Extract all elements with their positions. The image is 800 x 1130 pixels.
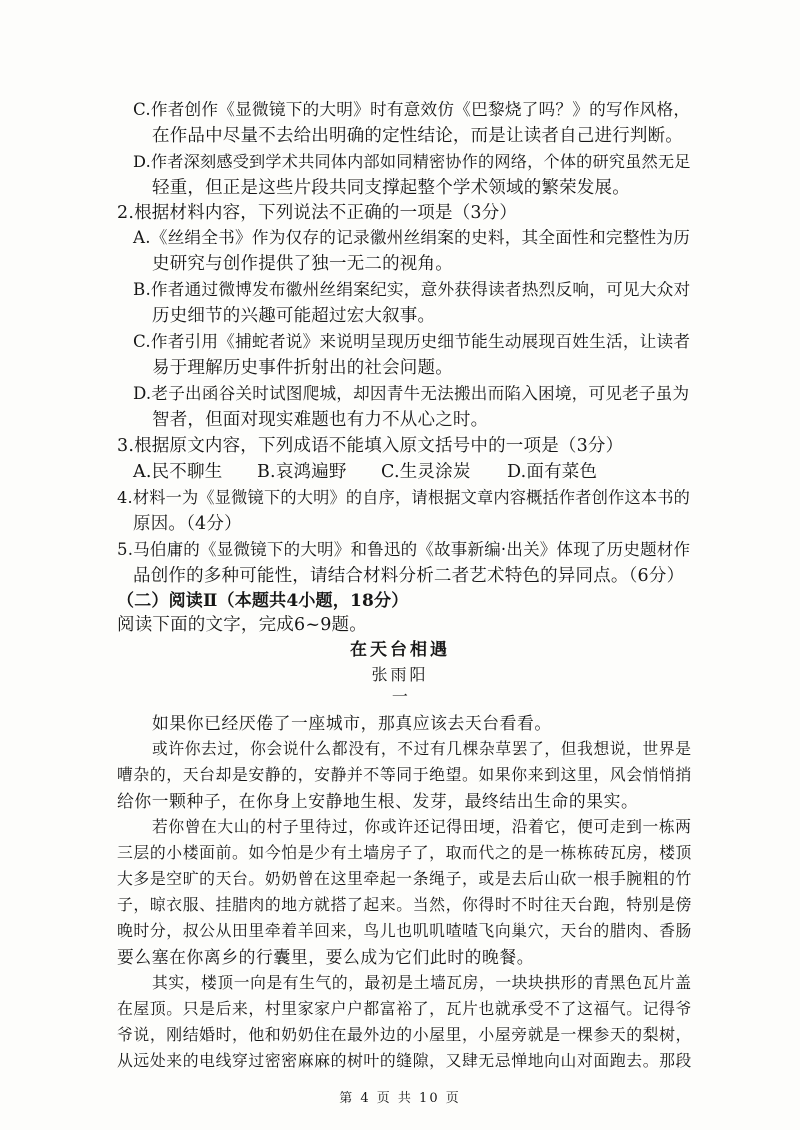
q2-option-d-line2: 智者，但面对现实难题也有力不从心之时。 [152, 410, 489, 430]
section2-heading: （二）阅读Ⅱ（本题共4小题，18分） [117, 591, 409, 611]
q4-line2: 原因。（4分） [133, 514, 242, 534]
story-p2-line2: 嘈杂的，天台却是安静的，安静并不等同于绝望。如果你来到这里，风会悄悄捎 [117, 765, 692, 784]
q2-stem: 2.根据材料内容，下列说法不正确的一项是（3分） [117, 203, 518, 223]
section2-instruction: 阅读下面的文字，完成6~9题。 [117, 615, 367, 635]
story-author: 张雨阳 [371, 665, 429, 684]
story-p3-line2: 三层的小楼面前。如今怕是少有土墙房子了，取而代之的是一栋栋砖瓦房，楼顶 [117, 843, 692, 862]
q3-option-c: C.生灵涂炭 [381, 462, 471, 482]
q2-option-a-line2: 史研究与创作提供了独一无二的视角。 [152, 254, 453, 274]
q2-option-c-line1: C.作者引用《捕蛇者说》来说明呈现历史细节能生动展现百姓生活，让读者 [133, 332, 691, 351]
q4-line1: 4.材料一为《显微镜下的大明》的自序，请根据文章内容概括作者创作这本书的 [117, 488, 691, 507]
q1-option-c-line2: 在作品中尽量不去给出明确的定性结论，而是让读者自己进行判断。 [152, 126, 683, 146]
story-p2-line1: 或许你去过，你会说什么都没有，不过有几棵杂草罢了，但我想说，世界是 [152, 739, 692, 758]
story-p3-line4: 子，晾衣服、挂腊肉的地方就搭了起来。当然，你得时不时往天台跑，特别是傍 [117, 895, 692, 914]
q2-option-b-line1: B.作者通过微博发布徽州丝绢案纪实，意外获得读者热烈反响，可见大众对 [133, 280, 691, 299]
story-title: 在天台相遇 [350, 640, 450, 660]
q2-option-c-line2: 易于理解历史事件折射出的社会问题。 [152, 358, 453, 378]
q3-option-d: D.面有菜色 [507, 462, 598, 482]
story-p4-line2: 在屋顶。只是后来，村里家家户户都富裕了，瓦片也就承受不了这福气。记得爷 [117, 999, 692, 1018]
q3-option-a: A.民不聊生 [133, 462, 223, 482]
q2-option-d-line1: D.老子出函谷关时试图爬城，却因青牛无法搬出而陷入困境，可见老子虽为 [133, 384, 690, 403]
story-p4-line4: 从远处来的电线穿过密密麻麻的树叶的缝隙，又肆无忌惮地向山对面跑去。那段 [117, 1051, 692, 1070]
q1-option-d-line2: 轻重，但正是这些片段共同支撑起整个学术领域的繁荣发展。 [152, 178, 630, 198]
q1-option-c-line1: C.作者创作《显微镜下的大明》时有意效仿《巴黎烧了吗？》的写作风格， [133, 100, 691, 119]
story-p3-line3: 大多是空旷的天台。奶奶曾在这里牵起一条绳子，或是去后山砍一根手腕粗的竹 [117, 869, 692, 888]
q1-option-d-line1: D.作者深刻感受到学术共同体内部如同精密协作的网络，个体的研究虽然无足 [133, 152, 691, 171]
q3-options [133, 459, 597, 485]
story-p2-line3: 给你一颗种子，在你身上安静地生根、发芽，最终结出生命的果实。 [117, 791, 639, 811]
story-p3-line5: 晚时分，叔公从田里牵着羊回来，鸟儿也叽叽喳喳飞向巢穴，天台的腊肉、香肠 [117, 921, 692, 940]
story-p3-line1: 若你曾在大山的村子里待过，你或许还记得田埂，沿着它，便可走到一栋两 [152, 817, 692, 836]
story-section-number: 一 [391, 687, 409, 706]
q5-line2: 品创作的多种可能性，请结合材料分析二者艺术特色的异同点。（6分） [133, 566, 685, 586]
page-footer: 第 4 页 共 10 页 [339, 1091, 461, 1106]
story-p4-line3: 爷说，刚结婚时，他和奶奶住在最外边的小屋里，小屋旁就是一棵参天的梨树， [117, 1025, 692, 1044]
story-paragraph-1: 如果你已经厌倦了一座城市，那真应该去天台看看。 [152, 713, 552, 733]
story-p4-line1: 其实，楼顶一向是有生气的，最初是土墙瓦房，一块块拱形的青黑色瓦片盖 [152, 973, 692, 992]
story-p3-line6: 要么塞在你离乡的行囊里，要么成为它们此时的晚餐。 [117, 947, 535, 967]
q3-option-b: B.哀鸿遍野 [257, 462, 347, 482]
q2-option-a-line1: A.《丝绢全书》作为仅存的记录徽州丝绢案的史料，其全面性和完整性为历 [133, 228, 691, 247]
q3-stem: 3.根据原文内容，下列成语不能填入原文括号中的一项是（3分） [117, 436, 624, 456]
q2-option-b-line2: 历史细节的兴趣可能超过宏大叙事。 [152, 306, 436, 326]
q5-line1: 5.马伯庸的《显微镜下的大明》和鲁迅的《故事新编·出关》体现了历史题材作 [117, 540, 691, 559]
